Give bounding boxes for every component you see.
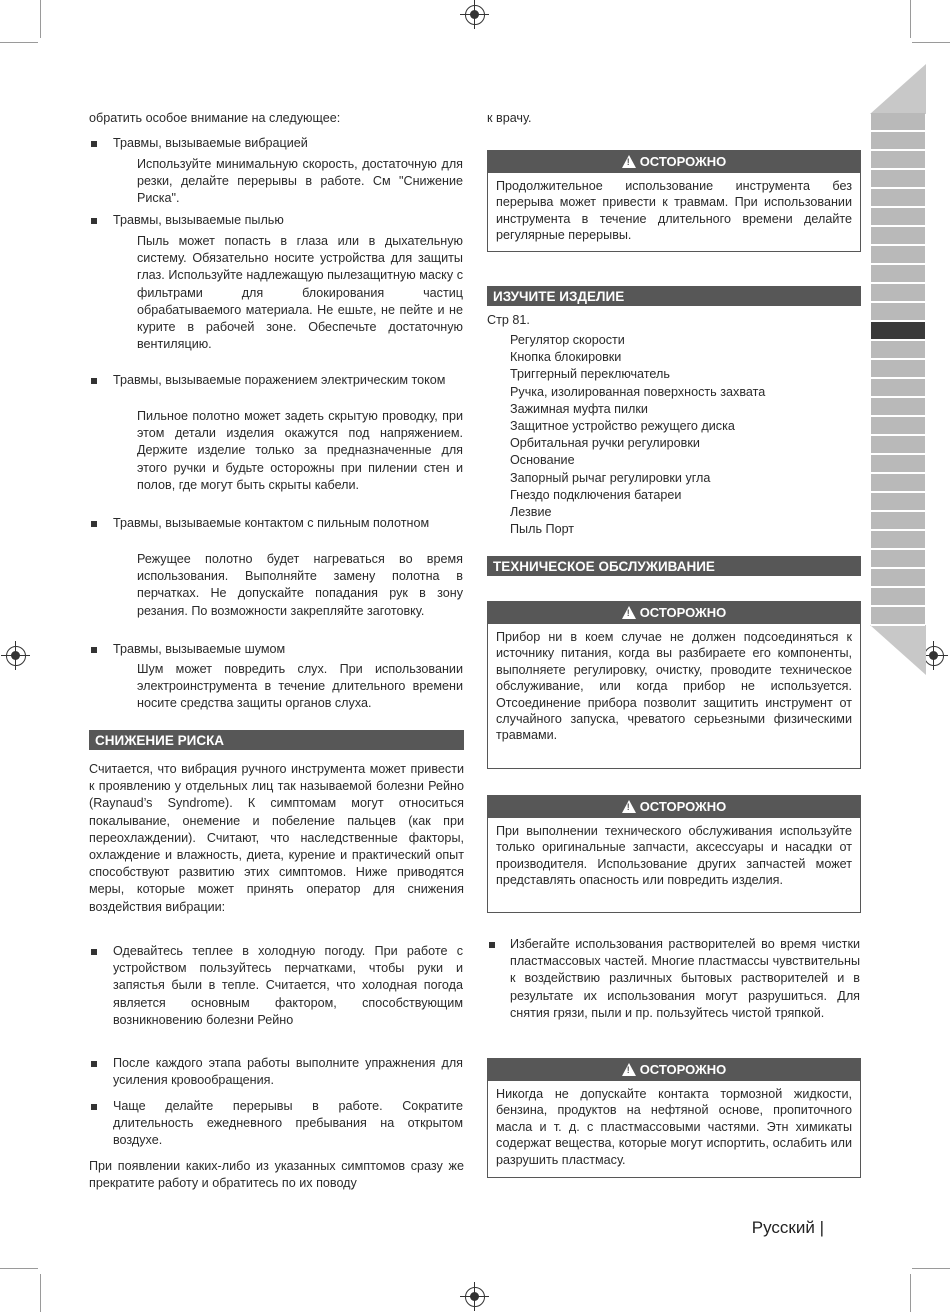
language-tab xyxy=(871,493,925,512)
language-tab xyxy=(871,588,925,607)
language-tab xyxy=(871,607,925,626)
page-reference: Стр 81. xyxy=(487,313,530,327)
language-tab xyxy=(871,303,925,322)
warning-text: Прибор ни в коем случае не должен подсоединяться к источнику питания, когда вы разбираете его компоненты, выполняете регулировку, очистку, проводите техническое обслуживание, или когда прибор не используется. Отсоединение прибора позволит защитить инструмент от случайного запуска, чреватого серьезными физическими травмами. xyxy=(496,630,852,743)
hazard-text: Пильное полотно может задеть скрытую проводку, при этом детали изделия окажутся под напряжением. Держите изделие только за предназначенные для этого ручки и будьте осторожны при пилении стен и полов, где могут быть скрыты кабели. xyxy=(137,409,463,492)
bullet-icon xyxy=(91,647,97,653)
language-tab xyxy=(871,474,925,493)
registration-mark-icon xyxy=(6,646,26,666)
language-tab xyxy=(871,341,925,360)
hazard-text: Режущее полотно будет нагреваться во время использования. Выполняйте замену полотна в перчатках. Не допускайте попадания рук в зону резания. По возможности закрепляйте заготовку. xyxy=(137,552,463,618)
hazard-title: Травмы, вызываемые шумом xyxy=(113,642,286,656)
part-item: Запорный рычаг регулировки угла xyxy=(510,470,711,485)
warning-label: ОСТОРОЖНО xyxy=(639,1062,727,1077)
warning-header xyxy=(488,151,860,173)
part-item: Зажимная муфта пилки xyxy=(510,401,648,416)
risk-item: После каждого этапа работы выполните упражнения для усиления кровообращения. xyxy=(113,1056,463,1088)
section-title-maintenance: ТЕХНИЧЕСКОЕ ОБСЛУЖИВАНИЕ xyxy=(487,556,861,578)
maintenance-item: Избегайте использования растворителей во время чистки пластмассовых частей. Многие пластмассы чувствительны к воздействию различных бытовых растворителей и в результате их использования могут разрушиться. Для снятия грязи, пыли и пр. пользуйтесь чистой тряпкой. xyxy=(510,937,860,1020)
registration-mark-icon xyxy=(465,5,485,25)
crop-mark xyxy=(912,42,950,43)
warning-label: ОСТОРОЖНО xyxy=(639,154,727,169)
warning-box xyxy=(487,150,861,252)
crop-mark xyxy=(910,0,911,38)
part-item: Триггерный переключатель xyxy=(510,367,670,382)
part-item: Регулятор скорости xyxy=(510,333,625,347)
language-tab xyxy=(871,417,925,436)
continued-text: к врачу. xyxy=(487,111,532,125)
language-tab xyxy=(871,151,925,170)
crop-mark xyxy=(0,42,38,43)
language-tab xyxy=(871,170,925,189)
hazard-title: Травмы, вызываемые контактом с пильным полотном xyxy=(113,516,430,530)
language-tab xyxy=(871,208,925,227)
warning-header xyxy=(488,1059,860,1081)
part-item: Гнездо подключения батареи xyxy=(510,487,682,502)
warning-header xyxy=(488,796,860,818)
warning-icon xyxy=(622,800,636,813)
bullet-icon xyxy=(91,521,97,527)
language-tab xyxy=(871,189,925,208)
language-tab xyxy=(871,550,925,569)
footer-language: Русский | xyxy=(751,1218,824,1237)
part-item: Кнопка блокировки xyxy=(510,350,622,365)
crop-mark xyxy=(0,1268,38,1269)
language-tab xyxy=(871,113,925,132)
hazard-title: Травмы, вызываемые пылью xyxy=(113,213,284,227)
bullet-icon xyxy=(91,1104,97,1110)
risk-intro: Считается, что вибрация ручного инструмента может привести к проявлению у отдельных лиц так называемой болезни Рейно (Raynaud’s Syndrome). К симптомам могут относиться покалывание, онемение и побеление пальцев (как при переохлаждении). Считают, что наследственные факторы, охлаждение и влажность, диета, курение и практический опыт способствуют развитию этих симптомов. Ниже приводятся меры, которые может принять оператор для снижения воздействия вибрации: xyxy=(89,762,464,914)
hazard-title: Травмы, вызываемые вибрацией xyxy=(113,136,308,150)
warning-label: ОСТОРОЖНО xyxy=(639,799,727,814)
language-tab xyxy=(871,227,925,246)
hazard-text: Шум может повредить слух. При использовании электроинструмента в течение длительного времени носите средства защиты органов слуха. xyxy=(137,662,463,711)
language-tab xyxy=(871,512,925,531)
language-tab xyxy=(871,246,925,265)
warning-text: Продолжительное использование инструмента без перерыва может привести к травмам. При использовании инструмента в течение длительного времени делайте регулярные перерывы. xyxy=(496,179,852,243)
warning-text: При выполнении технического обслуживания используйте только оригинальные запчасти, аксессуары и насадки от производителя. Использование других запчастей может представлять опасность или повредить изделия. xyxy=(496,824,852,888)
hazard-text: Используйте минимальную скорость, достаточную для резки, делайте перерывы в работе. См "Снижение Риска". xyxy=(137,157,463,206)
part-item: Основание xyxy=(510,453,575,468)
bullet-icon xyxy=(91,141,97,147)
language-tab xyxy=(871,132,925,151)
intro-text: обратить особое внимание на следующее: xyxy=(89,111,341,125)
part-item: Лезвие xyxy=(510,505,552,520)
page-corner-triangle-bottom xyxy=(870,625,926,677)
page-corner-triangle xyxy=(870,64,926,114)
language-tab xyxy=(871,455,925,474)
hazard-title: Травмы, вызываемые поражением электрическим током xyxy=(113,373,446,387)
warning-text: Никогда не допускайте контакта тормозной жидкости, бензина, продуктов на нефтяной основе, пропиточного масла и т. д. с пластмассовыми частями. Этн химикаты содержат вещества, которые могут испортить, ослабить или разрушить пластмасу. xyxy=(496,1087,852,1167)
language-tab xyxy=(871,569,925,588)
hazard-text: Пыль может попасть в глаза или в дыхательную систему. Обязательно носите устройства для защиты глаз. Используйте надлежащую пылезащитную маску с фильтрами для блокирования частиц обрабатываемого материала. Не ешьте, не пейте и не курите в рабочей зоне. Обеспечьте достаточную вентиляцию. xyxy=(137,234,463,352)
bullet-icon xyxy=(91,949,97,955)
registration-mark-icon xyxy=(924,646,944,666)
language-tab xyxy=(871,360,925,379)
language-tab xyxy=(871,379,925,398)
language-tab xyxy=(871,398,925,417)
language-tab xyxy=(871,284,925,303)
bullet-icon xyxy=(91,378,97,384)
part-item: Защитное устройство режущего диска xyxy=(510,419,735,434)
warning-box xyxy=(487,1058,861,1178)
crop-mark xyxy=(40,1274,41,1312)
bullet-icon xyxy=(91,218,97,224)
part-item: Орбитальная ручки регулировки xyxy=(510,436,700,451)
warning-icon xyxy=(622,606,636,619)
language-tab xyxy=(871,436,925,455)
part-item: Ручка, изолированная поверхность захвата xyxy=(510,384,766,399)
crop-mark xyxy=(40,0,41,38)
warning-box xyxy=(487,601,861,769)
bullet-icon xyxy=(91,1061,97,1067)
crop-mark xyxy=(910,1274,911,1312)
registration-mark-icon xyxy=(465,1287,485,1307)
parts-list xyxy=(510,332,860,538)
risk-item: Одевайтесь теплее в холодную погоду. При работе с устройством пользуйтесь перчатками, чтобы руки и запястья были в тепле. Считается, что холодная погода является основным фактором, способствующим возникновению болезни Рейно xyxy=(113,944,463,1027)
crop-mark xyxy=(912,1268,950,1269)
warning-icon xyxy=(622,155,636,168)
part-item: Пыль Порт xyxy=(510,522,575,537)
language-tab xyxy=(871,531,925,550)
language-tab-active xyxy=(871,322,925,341)
warning-header xyxy=(488,602,860,624)
warning-label: ОСТОРОЖНО xyxy=(639,605,727,620)
bullet-icon xyxy=(489,942,495,948)
language-tab xyxy=(871,265,925,284)
closing-text: При появлении каких-либо из указанных симптомов сразу же прекратите работу и обратитесь по их поводу xyxy=(89,1159,464,1191)
section-title-product: ИЗУЧИТЕ ИЗДЕЛИЕ xyxy=(487,286,861,308)
risk-item: Чаще делайте перерывы в работе. Сократите длительность ежедневного пребывания на открытом воздухе. xyxy=(113,1099,463,1148)
warning-icon xyxy=(622,1063,636,1076)
language-tab-strip xyxy=(871,113,925,626)
warning-box xyxy=(487,795,861,913)
section-title-risk: СНИЖЕНИЕ РИСКА xyxy=(89,730,464,752)
